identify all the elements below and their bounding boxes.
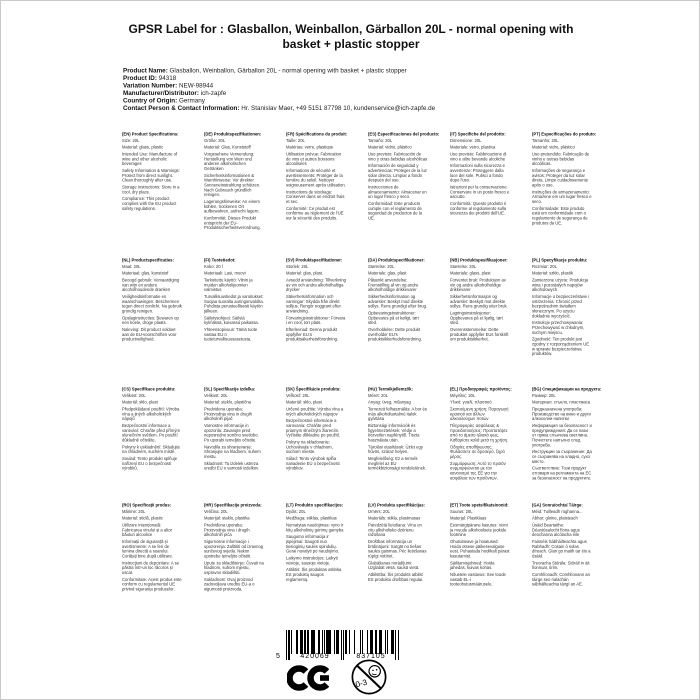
spec-paragraph: Materiál: sklo, plast [286, 399, 322, 405]
language-spec-heading: (LV) Produkta specifikācijas: [368, 502, 425, 508]
barcode-area [1, 621, 700, 700]
language-spec-heading: (ES) Especificaciones del producto: [368, 131, 440, 137]
spec-paragraph: Méid: Tuilleadh roghanna... [532, 508, 583, 514]
language-spec-block [450, 387, 510, 503]
spec-paragraph: Izmērs: 20L [368, 508, 390, 514]
product-info-row [123, 75, 583, 83]
product-info-value: Germany [178, 97, 205, 104]
product-info-value: NEW-98944 [178, 82, 214, 89]
language-spec-heading: (ET) Toote spetsifikatsioonid: [450, 502, 509, 508]
spec-paragraph: Conformità: Questo prodotto è conforme al regolamento sulla sicurezza dei prodotti dell'UE. [450, 200, 507, 216]
language-spec-heading: (RO) Specificații produs: [122, 502, 172, 508]
spec-paragraph: Informações de segurança e avisos: Proteger da luz solar direta. Limpe cuidadosamente após o uso. [532, 167, 589, 188]
spec-paragraph: Instructions de stockage: Conserver dans un endroit frais et sec. [286, 189, 345, 204]
spec-paragraph: Veličina: 20L [204, 508, 228, 514]
spec-paragraph: Suurus: 20L [450, 508, 473, 514]
barcode-left-digits: 420069 [300, 653, 330, 660]
product-info-value: 94318 [158, 74, 177, 82]
spec-paragraph: Velikost: 20L [204, 392, 228, 398]
language-spec-block [368, 503, 428, 626]
spec-paragraph: Utilizare intenționată: Fabricarea vinului și a altor băuturi alcoolice [122, 522, 173, 538]
spec-paragraph: Mărime: 20L [122, 508, 146, 514]
spec-paragraph: Material: vidrio, plástico [368, 144, 412, 150]
spec-paragraph: Πληροφορίες ασφάλειας & προειδοποιήσεις: Προστατέψτε από το άμεσο ηλιακό φως. Καθαρίστε καλά μετά τη χρήση. [450, 422, 509, 443]
spec-paragraph: Material: vidro, plástico [532, 144, 575, 150]
spec-paragraph: Yhteensopivuus: Tämä tuote vastaa EU:n tuoteturvallisuusasetusta. [204, 326, 258, 342]
spec-paragraph: Material: glass, plastic [122, 144, 164, 150]
spec-paragraph: Istruzioni per la conservazione: Conservare in un posto fresco e asciutto. [450, 184, 510, 200]
spec-paragraph: Instrucciones de almacenamiento: Almacenar en un lugar fresco y seco. [368, 184, 427, 200]
spec-paragraph: Συμμόρφωση: Αυτό το προϊόν συμμορφώνεται με τον κανονισμό της ΕΕ για την ασφάλεια των προϊόντων. [450, 460, 506, 481]
spec-paragraph: Größe: 20L [204, 137, 226, 143]
spec-paragraph: Atitiktis: Šis produktas atitinka ES produktų saugos reglamentą. [286, 567, 342, 582]
product-info-row [123, 67, 583, 75]
spec-paragraph: Förvaringsinstruktioner: Förvara i en cool, torr plats. [286, 315, 346, 326]
spec-paragraph: Naleving: Dit product voldoet aan de EU-voorschriften voor productveiligheid. [122, 326, 177, 342]
spec-paragraph: Storlek: 20L [286, 263, 309, 269]
barcode-right-digits: 837105 [356, 653, 386, 660]
spec-paragraph: Maat: 20L [122, 263, 141, 269]
language-spec-heading: (NL) Productspecificaties: [122, 257, 174, 263]
language-spec-block [450, 503, 510, 626]
spec-paragraph: Saugumo informacija ir įspėjimai: Saugoti nuo tiesioginių saulės spindulių. Gerai nuvalyti po naudojimo. [286, 534, 340, 554]
language-spec-heading: (EL) Προδιαγραφές προϊόντος: [450, 386, 512, 392]
spec-paragraph: Určené použitie: Výroba vína a iných alkoholických nápojov [286, 406, 344, 417]
spec-paragraph: Sikkerhetsinformasjon og advarsler: Beskytt mot direkte sollys. Rens grundig etter bruk. [450, 293, 508, 309]
language-spec-heading: (IT) Specifiche del prodotto: [450, 131, 506, 137]
spec-paragraph: Materiál: sklo, plast [122, 399, 158, 405]
spec-paragraph: Predvidena uporaba: Proizvodnja vina in drugih alkoholnih pijač [204, 406, 252, 422]
spec-paragraph: Μέγεθος: 20L [450, 392, 476, 398]
spec-paragraph: Overensstemmelse: Dette produktet oppfyller EUs forskrift om produktsikkerhet. [450, 326, 509, 342]
language-spec-heading: (SV) Produktspecifikationer: [286, 257, 343, 263]
language-spec-block [122, 258, 182, 387]
language-spec-block [122, 503, 182, 626]
spec-paragraph: Skladnost: Ta izdelek ustreza uredbi EU o varnosti izdelkov. [204, 460, 260, 471]
spec-paragraph: Sigurnosne informacije i upozorenja: Zaštititi od izravnog sunčevog svjetla. Nakon upotrebe temeljito očistiti. [204, 538, 264, 559]
spec-paragraph: Faisnéis Sábháilteachta agus Rabhadh: Cosain ó solas díreach. Glan go maith tar éis a úsáid. [532, 538, 591, 559]
spec-paragraph: Súlad: Tento výrobok spĺňa nariadenie EÚ o bezpečnosti výrobkov. [286, 455, 340, 471]
product-info-block [123, 67, 583, 112]
spec-paragraph: Opbevaringsinstruktioner: Opbevares på et køligt, tørt sted. [368, 310, 419, 326]
spec-paragraph: Tarkoitettu käyttö: Viinin ja muiden alkoholijuomien valmistus [204, 277, 253, 293]
spec-paragraph: Konformität: Dieses Produkt entspricht der EU-Produktsicherheitsverordnung. [204, 215, 261, 231]
spec-paragraph: Opslaginstructies: Bewaren op een koele, droge plaats. [122, 315, 179, 326]
spec-paragraph: Rozmiar: 20L [532, 263, 557, 269]
spec-paragraph: Tamaño: 20L [368, 137, 393, 143]
spec-paragraph: Taille: 20L [286, 137, 305, 143]
product-info-label: Contact Person & Contact Information: [123, 104, 240, 112]
language-spec-block [204, 258, 264, 387]
spec-paragraph: Materiale: glass, plast [450, 270, 491, 276]
spec-paragraph: Compliance: This product complies with the EU product safety regulations. [122, 196, 177, 211]
spec-paragraph: Materiaali: Lasi, muovi [204, 270, 246, 276]
language-spec-heading: (PL) Specyfikacje produktu: [532, 257, 588, 263]
spec-paragraph: Efterlevnad: Denna produkt uppfyller EU:s produktsäkerhetsförordning. [286, 326, 339, 342]
language-spec-block [204, 503, 264, 626]
spec-paragraph: Storage Instructions: Store in a cool, dry place. [122, 184, 180, 195]
language-spec-heading: (CS) Specifikace produktu: [122, 386, 176, 392]
language-spec-block [532, 258, 592, 387]
language-spec-block [286, 132, 346, 258]
spec-paragraph: Navodila za shranjevanje: Shranjujte na hladnem, suhem mestu. [204, 444, 261, 459]
spec-paragraph: Úsáid Beartaithe: Déantúsaíocht fíona agus deochanna alcólacha eile [532, 522, 580, 538]
language-spec-heading: (NB) Produktspesifikasjoner: [450, 257, 508, 263]
spec-paragraph: Säilytysohjeet: Säilytä kylmässä, kuivassa paikassa. [204, 315, 259, 326]
spec-paragraph: Størrelse: 20L [450, 263, 477, 269]
spec-paragraph: Οδηγίες αποθήκευσης: Φυλάσσετε σε δροσερό, ξηρό μέρος. [450, 444, 505, 459]
spec-paragraph: Eesmärgipärane kasutus: Veini ja muude alkohoolsete jookide tootmine [450, 522, 508, 538]
spec-paragraph: Informații de siguranță și avertismente: A se feri de lumina directă a soarelui. Curățați bine după utilizare. [122, 538, 173, 559]
spec-paragraph: Materiāls: stikla, plastmasas [368, 515, 421, 521]
spec-paragraph: Informations de sécurité et avertissements: Protéger de la lumière du soleil. Nettoyer soigneusement après utilisation. [286, 167, 346, 188]
spec-paragraph: Informacje o bezpieczeństwie i ostrzeżenia: Chronić przed bezpośrednim światłem słonecznym. Po użyciu dokładnie wyczyścić. [532, 293, 590, 319]
spec-paragraph: Materiale: glas, plast [368, 270, 407, 276]
product-info-row [123, 90, 583, 98]
language-spec-block [368, 387, 428, 503]
spec-paragraph: Conformidad: Este producto cumple con el reglamento de seguridad de productos de la UE. [368, 200, 423, 221]
language-spec-heading: (HR) Specifikacije proizvoda: [204, 502, 262, 508]
spec-paragraph: Størrelse: 20L [368, 263, 395, 269]
spec-paragraph: Biztonsági információk és figyelmeztetések: Védje a közvetlen napfénytől. Tiszta használata után. [368, 422, 420, 443]
language-spec-block [368, 258, 428, 387]
language-spec-block [286, 503, 346, 626]
page-title: GPSR Label for : Glasballon, Weinballon, Gärballon 20L - normal opening with basket + plastic stopper [128, 22, 574, 51]
spec-paragraph: Turvallisuustiedot ja varoitukset: Suojaa suoralta auringonvalolta. Puhdista perusteellisesti käytön jälkeen. [204, 293, 264, 314]
spec-paragraph: Instruções de armazenamento: Armazene em um lugar fresco e seco. [532, 189, 592, 204]
spec-paragraph: Sikkerhedsinformation og advarsler: Beskyt mod direkte sollys. Rens grundigt efter brug. [368, 293, 428, 309]
spec-paragraph: Ohutusteave ja hoiatused: Hoida otsese päikesevalguse eest. Puhastada hoolikalt pärast kasutamist. [450, 538, 510, 559]
spec-paragraph: Materjal: Plastklaas [450, 515, 487, 521]
spec-paragraph: Anyag: üveg, műanyag [368, 399, 411, 405]
language-spec-block [532, 503, 592, 626]
product-info-value: Glasballon, Weinballon, Gärballon 20L - normal opening with basket + plastic stopper [169, 67, 407, 74]
spec-paragraph: Safety Information & Warnings: Protect from direct sunlight. Clean thoroughly after use. [122, 167, 180, 183]
spec-paragraph: Drošības informācija un brīdinājumi: Sargāt no tiešas saules gaismas. Pēc lietošanas rūpīgi notīriet. [368, 538, 427, 559]
product-info-label: Manufacturer/Distributor: [123, 89, 199, 97]
product-info-value: ich-zapfe [200, 89, 227, 97]
spec-paragraph: Съответствие: Този продукт отговаря на регламента на ЕС за безопасност на продуктите. [532, 465, 592, 481]
spec-paragraph: Ábhar: gloine, plaisteach [532, 515, 578, 521]
spec-paragraph: Informazioni sulla sicurezza e avvertenze: Proteggere dalla luce del sole. Pulisci a fondo dopo l'uso. [450, 163, 505, 183]
language-spec-heading: (SL) Specifikacije izdelka: [204, 386, 256, 392]
language-spec-block [286, 258, 346, 387]
language-spec-heading: (PT) Especificações do produto: [532, 131, 597, 137]
spec-paragraph: Materiaal: glas, kunststof [122, 270, 169, 276]
product-info-row [123, 97, 583, 105]
spec-paragraph: Dimensione: 20L [450, 137, 482, 143]
product-info-label: Product ID: [123, 74, 157, 82]
age-warning-0-3-icon [350, 658, 388, 696]
product-info-label: Product Name: [123, 67, 168, 74]
language-spec-heading: (FR) Spécifications du produit: [286, 131, 348, 137]
product-info-label: Variation Number: [123, 82, 178, 89]
product-info-row [123, 82, 583, 90]
language-spec-heading: (SK) Špecifikácie produktu: [286, 386, 341, 392]
spec-paragraph: Σκοπούμενη χρήση: Παραγωγή κρασιού και άλλων αλκοολούχων ποτών [450, 406, 509, 422]
spec-paragraph: Laikymo instrukcijos: Laikyti vėsioje, sausoje vietoje. [286, 555, 338, 566]
spec-paragraph: Dydis: 20L [286, 508, 306, 514]
spec-paragraph: Méret: 20L [368, 392, 389, 398]
spec-paragraph: Atbilstība: Šis produkts atbilst ES produktu drošības regulai. [368, 571, 424, 582]
spec-paragraph: Materiale: vetro, plastica [450, 144, 496, 150]
language-spec-block [204, 132, 264, 258]
language-spec-block [368, 131, 440, 258]
spec-paragraph: Pokyny k uskladnění: Skladujte na chladném, suchém místě. [122, 444, 180, 455]
spec-paragraph: Nõuetele vastavus: See toode vastab EL-i tooteohutusmäärusele. [450, 571, 506, 587]
product-info-value: Hr. Stanislav Maer, +49 5151 87798 10, kundenservice@ich-zapfe.de [241, 104, 436, 112]
language-spec-block [204, 387, 264, 503]
language-spec-block [122, 387, 182, 503]
spec-paragraph: Numatytas naudojimas: vyno ir kitų alkoholinių gėrimų gamyba [286, 522, 344, 533]
ce-mark-icon [287, 663, 329, 693]
spec-paragraph: Medžiaga: stiklas, plastikas [286, 515, 337, 521]
spec-paragraph: Υλικό: γυαλί, πλαστικό [450, 399, 492, 405]
spec-paragraph: Material: glas, plast. [286, 270, 324, 276]
spec-paragraph: Uso previsto: Fabbricazione di vino e altre bevande alcoliche [450, 151, 507, 162]
language-spec-heading: (BG) Спецификации на продукта: [532, 386, 602, 392]
language-spec-block [532, 131, 597, 258]
product-info-row [123, 105, 583, 113]
spec-paragraph: Size: 20L [122, 137, 140, 143]
spec-paragraph: Zgodność: Ten produkt jest zgodny z rozporządzeniem UE w sprawie bezpieczeństwa produktów. [532, 336, 590, 357]
language-spec-block [122, 132, 182, 258]
language-spec-block [450, 132, 510, 258]
spec-paragraph: Información de seguridad y advertencias: Proteger de la luz solar directa. Limpiar a fondo después del uso. [368, 163, 427, 183]
spec-paragraph: Instrukcje przechowywania: Przechowywać w chłodnym, suchym miejscu. [532, 320, 585, 335]
spec-paragraph: Predviđena uporaba: Proizvodnja vina i drugih alkoholnih pića [204, 522, 250, 538]
spec-paragraph: Tervezett felhasználás: A bor és más alkoholtartalmú italok gyártása [368, 406, 427, 422]
language-spec-block [532, 386, 602, 503]
spec-paragraph: Lagerungshinweise: An einem kühlen, trockenen Ort aufbewahren, aufrecht lagern. [204, 198, 260, 214]
spec-paragraph: Информация за безопасност и предупреждения: Да се пази от пряка слънчева светлина. Почистете напълно след употреба. [532, 422, 592, 448]
language-spec-heading: (GA) Sonraíochtaí Táirge: [532, 502, 583, 508]
spec-paragraph: Material: sticlă, plastic [122, 515, 163, 521]
spec-paragraph: Instrucțiuni de depozitare: A se păstra într-un loc răcoros și uscat. [122, 560, 180, 575]
spec-paragraph: Soulad: Tento produkt splňuje nařízení EU o bezpečnosti výrobků. [122, 455, 178, 471]
spec-paragraph: Conformitate: Acest produs este conform cu regulamentul UE privind siguranța produselor. [122, 576, 182, 592]
spec-paragraph: Materiał: szkło, plastik [532, 270, 573, 276]
spec-paragraph: Předpokládané použití: Výroba vína a jiných alkoholických nápojů [122, 406, 180, 422]
spec-paragraph: Säilitamisjuhised: Hoida jahedas, kuivas kohas. [450, 560, 495, 571]
spec-paragraph: Материал: стъкло, пластмаса [532, 399, 591, 405]
language-spec-heading: (HU) Termékjellemzők: [368, 386, 413, 392]
barcode-first-digit: 5 [276, 653, 281, 660]
spec-paragraph: Beoogd gebruik: Vervaardiging van wijn en andere alcoholhoudende dranken [122, 277, 180, 293]
spec-paragraph: Matériau: verre, plastique [286, 144, 334, 150]
language-spec-heading: (LT) Produkto specifikacijos: [286, 502, 344, 508]
spec-paragraph: Vorgesehene Verwendung: Herstellung von Wein und anderen alkoholischen Getränken [204, 151, 255, 171]
spec-paragraph: Påtænkt anvendelse: Fremstilling af vin og andre alkoholholdige drikkevarer [368, 277, 419, 293]
spec-paragraph: Avsedd användning: Tillverkning av vin och andra alkoholhaltiga drycker [286, 277, 346, 293]
spec-paragraph: Bezpečnostné informácie a varovania: Chráňte pred priamym slnečným žiarením. Vyčistite dôkladne po použití. [286, 418, 341, 438]
spec-paragraph: Materijal: staklo, plastika [204, 515, 250, 521]
spec-paragraph: Overholdelse: Dette produkt overholder EU's produktsikkerhedsforordning. [368, 326, 423, 342]
spec-paragraph: Paredzētā lietošana: Vīna un citu alkoholisko dzērienu ražošana [368, 522, 422, 538]
language-spec-block [286, 387, 346, 503]
spec-paragraph: Utilisation prévue: Fabrication de vins et autres boissons alcoolisées [286, 151, 342, 167]
barcode-module [398, 630, 399, 660]
spec-paragraph: Intended Use: Manufacture of wine and other alcoholic beverages [122, 151, 178, 167]
spec-paragraph: Conformidade: Este produto está em conformidade com o regulamento de segurança de produtos da UE. [532, 205, 588, 226]
spec-paragraph: Tárolási utasítások: Üzlet egy hűvös, száraz helyen. [368, 444, 423, 455]
spec-paragraph: Предназначена употреба: Производство на вино и други алкохолни напитки [532, 406, 591, 422]
spec-paragraph: Sukladnost: Ovaj proizvod zadovoljava uredbu EU-a o sigurnosti proizvoda. [204, 576, 255, 592]
language-spec-heading: (DE) Produktspezifikationen: [204, 131, 262, 137]
spec-paragraph: Koko: 20 l [204, 263, 223, 269]
spec-paragraph: Bezpečnostní informace a varování: Chraňte před přímým slunečním světlem. Po použití důkladně očistěte. [122, 422, 180, 443]
spec-paragraph: Инструкции за съхранение: Да се съхранява на хладно, сухо място. [532, 449, 592, 464]
spec-paragraph: Lagringsinstruksjoner: Oppbevares på et kjølig, tørt sted. [450, 310, 503, 326]
spec-paragraph: Säkerhetsinformation och varningar: Skydda från direkt solljus. Rengör noggrant efter användning. [286, 293, 341, 314]
spec-paragraph: Veľkosť: 20L [286, 392, 310, 398]
language-spec-heading: (DA) Produktspecifikationer: [368, 257, 425, 263]
spec-paragraph: Material: Glas, Kunststoff [204, 144, 251, 150]
spec-paragraph: Zamierzone użycie: Produkcja wina i pozostałych napojów alkoholowych [532, 277, 589, 293]
language-spec-block [450, 258, 510, 387]
spec-paragraph: Velikost: 20L [122, 392, 146, 398]
spec-paragraph: Upute za skladištenje: Čuvati na hladnom, suhom mjestu, uspravno skladištiti. [204, 560, 264, 575]
spec-paragraph: Treoracha Stórála: Stóráil in áit fionnuar, tirim. [532, 560, 590, 571]
spec-paragraph: Pokyny na skladovanie: Uchovávajte v chladnom, suchom mieste. [286, 439, 333, 455]
spec-paragraph: Veiligheidsinformatie en waarschuwingen: Beschermen tegen direct zonlicht. Na gebruik grondig reinigen. [122, 293, 182, 314]
language-spec-heading: (FI) Tuotetiedot: [204, 257, 236, 263]
product-info-label: Country of Origin: [123, 97, 178, 104]
spec-paragraph: Forventet bruk: Produksjon av vin og andre alkoholholdige drikkevarer [450, 277, 506, 293]
language-spec-heading: (EN) Product Specifications: [122, 131, 179, 137]
spec-paragraph: Megfelelőség: Ez a termék megfelel az EU termékbiztonsági rendeletének. [368, 455, 427, 471]
spec-paragraph: Sicherheitsinformationen & Warnhinweise: Vor direkter Sonneneinstrahlung schützen. Nach Gebrauch gründlich reinigen. [204, 172, 261, 198]
spec-paragraph: Uso previsto: Fabricación de vino y otras bebidas alcohólicas [368, 151, 428, 162]
age-warning-text: 0-3 [354, 677, 369, 690]
language-specs-grid [122, 132, 614, 626]
spec-paragraph: Material: steklo, plastična [204, 399, 252, 405]
spec-paragraph: Varnostne informacije in opozorila: Zavarujte pred neposredno sončno svetlobo. Po uporabi temeljito očistite. [204, 422, 259, 443]
spec-paragraph: Comhlíonadh: Comhlíonann an táirge seo rialachán sábháilteachta táirgí an AE. [532, 571, 590, 587]
spec-paragraph: Uso pretendido: Fabricação de vinho e outras bebidas alcoólicas. [532, 151, 590, 167]
spec-paragraph: Conformité: Ce produit est conforme au règlement de l'UE sur la sécurité des produits. [286, 205, 344, 221]
spec-paragraph: Glabāšanas norādījumi: Uzglabāt vēsā, sausā vietā. [368, 560, 420, 571]
spec-paragraph: Tamanho: 20L [532, 137, 559, 143]
spec-paragraph: Размер: 20L [532, 392, 556, 398]
